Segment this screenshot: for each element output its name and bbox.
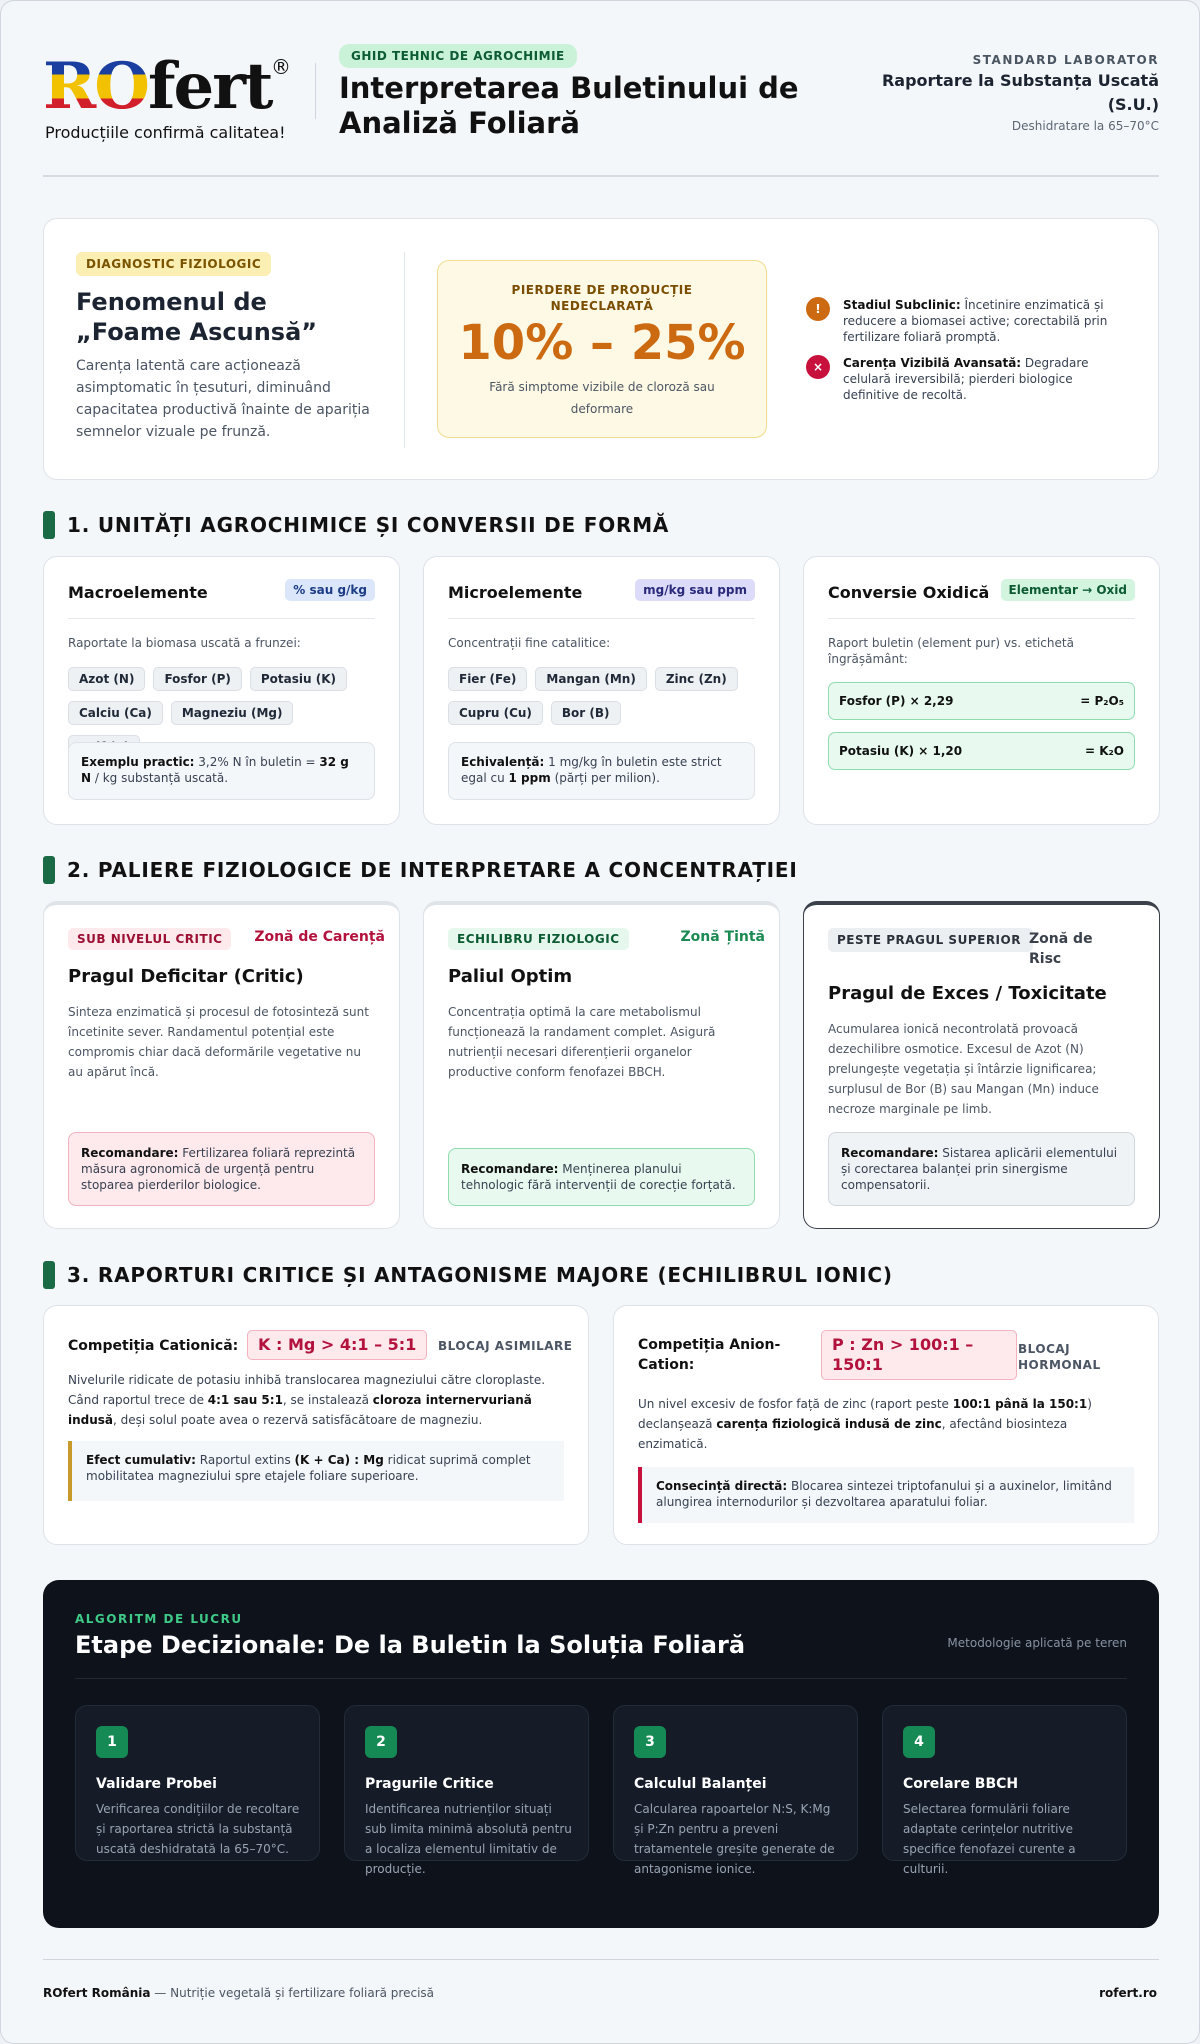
conversion-row: Potasiu (K) × 1,20 = K₂O xyxy=(828,732,1135,770)
loss-value: 10% – 25% xyxy=(458,315,746,371)
level-title: Pragul Deficitar (Critic) xyxy=(68,966,304,987)
loss-note: Fără simptome vizibile de cloroză sau deformare xyxy=(489,380,715,416)
step-title: Validare Probei xyxy=(96,1776,217,1792)
step-text: Selectarea formulării foliare adaptate cerințelor nutritive specifice fenofazei curente a culturii. xyxy=(903,1802,1076,1876)
ratio-text: Un nivel excesiv de fosfor față de zinc (raport peste 100:1 până la 150:1) declanșează carența fiziologică indusă de zinc, afectând biosinteza enzimatică. xyxy=(638,1397,1092,1451)
macro-card xyxy=(43,556,400,825)
step-card xyxy=(75,1705,320,1861)
footer-brand: ROfert România — Nutriție vegetală și fertilizare foliară precisă xyxy=(43,1986,435,2000)
macro-unit-badge: % sau g/kg xyxy=(285,579,375,601)
anion-competition-card xyxy=(613,1305,1159,1545)
warning-icon: ! xyxy=(806,297,830,321)
step-number: 3 xyxy=(634,1726,666,1758)
step-text: Calcularea rapoartelor N:S, K:Mg și P:Zn pentru a preveni tratamentele greșite generate de antagonisme ionice. xyxy=(634,1802,835,1876)
element-chip: Bor (B) xyxy=(551,701,621,725)
zone-label: Zonă de Carență xyxy=(254,929,385,945)
element-chip: Calciu (Ca) xyxy=(68,701,163,725)
production-loss-box xyxy=(437,260,767,438)
micro-card xyxy=(423,556,780,825)
element-chip: Fosfor (P) xyxy=(153,667,241,691)
standard-note: Deshidratare la 65–70°C xyxy=(1011,119,1159,133)
macro-example: Exemplu practic: 3,2% N în buletin = 32 g N / kg substanță uscată. xyxy=(68,742,375,800)
micro-example: Echivalență: 1 mg/kg în buletin este strict egal cu 1 ppm (părți per milion). xyxy=(448,742,755,800)
oxide-sub: Raport buletin (element pur) vs. etichetă îngrășământ: xyxy=(828,636,1074,666)
page-title: Interpretarea Buletinului de Analiză Foliară xyxy=(339,71,799,140)
guide-badge: GHID TEHNIC DE AGROCHIMIE xyxy=(339,44,577,68)
step-card xyxy=(882,1705,1127,1876)
oxide-card xyxy=(803,556,1160,825)
element-chip: Fier (Fe) xyxy=(448,667,527,691)
level-badge: ECHILIBRU FIZIOLOGIC xyxy=(448,928,629,950)
deficit-card xyxy=(43,901,400,1229)
element-chip: Zinc (Zn) xyxy=(655,667,738,691)
level-badge: SUB NIVELUL CRITIC xyxy=(68,928,231,950)
level-title: Pragul de Exces / Toxicitate xyxy=(828,983,1107,1004)
section-1-heading: 1. UNITĂȚI AGROCHIMICE ȘI CONVERSII DE FORMĂ xyxy=(43,511,669,539)
diagnostic-badge: DIAGNOSTIC FIZIOLOGIC xyxy=(76,252,271,276)
element-chip: Azot (N) xyxy=(68,667,145,691)
algorithm-kicker: ALGORITM DE LUCRU xyxy=(75,1612,243,1626)
micro-unit-badge: mg/kg sau ppm xyxy=(635,579,755,601)
ratio-label: Competiția Anion-Cation: xyxy=(638,1337,781,1373)
header-rule xyxy=(43,175,1159,177)
close-circle-icon: × xyxy=(806,355,830,379)
ratio-value: P : Zn > 100:1 – 150:1 xyxy=(821,1330,1017,1380)
hidden-hunger-text: Carența latentă care acționează asimptomatic în țesuturi, diminuând capacitatea productivă înainte de apariția semnelor vizuale pe frunză. xyxy=(76,358,370,440)
recommendation: Recomandare: Sistarea aplicării elementului și corectarea balanței prin sinergisme compensatorii. xyxy=(828,1132,1135,1206)
block-label: BLOCAJ ASIMILARE xyxy=(438,1339,573,1353)
step-title: Calculul Balanței xyxy=(634,1776,767,1792)
card-divider xyxy=(404,252,405,448)
algorithm-panel xyxy=(43,1580,1159,1928)
step-text: Verificarea condițiilor de recoltare și raportarea strictă la substanță uscată deshidratată la 65–70°C. xyxy=(96,1802,300,1856)
algorithm-title: Etape Decizionale: De la Buletin la Soluția Foliară xyxy=(75,1631,746,1659)
recommendation: Recomandare: Menținerea planului tehnologic fără intervenții de corecție forțată. xyxy=(448,1148,755,1206)
step-number: 2 xyxy=(365,1726,397,1758)
conversion-row: Fosfor (P) × 2,29 = P₂O₅ xyxy=(828,682,1135,720)
level-badge: PESTE PRAGUL SUPERIOR xyxy=(828,928,1033,952)
rofert-logo: ROfert ® Producțiile confirmă calitatea! xyxy=(43,49,291,142)
algorithm-meta: Metodologie aplicată pe teren xyxy=(947,1636,1127,1650)
element-chip: Cupru (Cu) xyxy=(448,701,543,725)
element-chip: Potasiu (K) xyxy=(250,667,347,691)
consequence-note: Consecință directă: Blocarea sintezei triptofanului și a auxinelor, limitând alungirea internodurilor și dezvoltarea aparatului foliar. xyxy=(638,1467,1134,1523)
ratio-label: Competiția Cationică: xyxy=(68,1338,239,1354)
stage-subclinical: ! Stadiul Subclinic: Încetinire enzimatică și reducere a biomasei active; corectabilă prin fertilizare foliară promptă. xyxy=(806,297,1126,345)
section-3-heading: 3. RAPORTURI CRITICE ȘI ANTAGONISME MAJORE (ECHILIBRUL IONIC) xyxy=(43,1261,893,1289)
step-number: 1 xyxy=(96,1726,128,1758)
oxide-badge: Elementar → Oxid xyxy=(1001,579,1135,601)
block-label: BLOCAJ HORMONAL xyxy=(1018,1342,1101,1372)
loss-label: PIERDERE DE PRODUCȚIE NEDECLARATĂ xyxy=(511,283,693,313)
step-card xyxy=(344,1705,589,1876)
header-divider xyxy=(315,63,316,119)
level-text: Sinteza enzimatică și procesul de fotosinteză sunt încetinite sever. Randamentul potențial este compromis chiar dacă deformările vegetative nu au apărut încă. xyxy=(68,1005,369,1079)
ratio-value: K : Mg > 4:1 – 5:1 xyxy=(247,1330,427,1360)
ratio-text: Nivelurile ridicate de potasiu inhibă translocarea magneziului către cloroplaste. Când raportul trece de 4:1 sau 5:1, se instalează cloroza internervuriană indusă, deși solul poate avea o rezervă satisfăcătoare de magneziu. xyxy=(68,1373,546,1427)
cation-competition-card xyxy=(43,1305,589,1545)
step-title: Corelare BBCH xyxy=(903,1776,1019,1792)
step-number: 4 xyxy=(903,1726,935,1758)
footer-rule xyxy=(43,1959,1159,1960)
lab-standard xyxy=(859,53,1159,133)
macro-sub: Raportate la biomasa uscată a frunzei: xyxy=(68,636,301,650)
header xyxy=(43,41,1159,141)
hidden-hunger-title: Fenomenul de „Foame Ascunsă” xyxy=(76,288,318,346)
oxide-title: Conversie Oxidică xyxy=(828,583,990,602)
logo-tagline: Producțiile confirmă calitatea! xyxy=(45,123,286,142)
recommendation: Recomandare: Fertilizarea foliară reprezintă măsura agronomică de urgență pentru stoparea pierderilor biologice. xyxy=(68,1132,375,1206)
micro-sub: Concentrații fine catalitice: xyxy=(448,636,611,650)
excess-card xyxy=(803,901,1160,1229)
standard-title: Raportare la Substanța Uscată (S.U.) xyxy=(881,71,1159,114)
zone-label: Zonă de Risc xyxy=(1029,931,1093,967)
registered-mark: ® xyxy=(271,55,291,79)
optimum-card xyxy=(423,901,780,1229)
step-card xyxy=(613,1705,858,1876)
effect-note: Efect cumulativ: Raportul extins (K + Ca) : Mg ridicat suprimă complet mobilitatea magneziului spre etajele foliare superioare. xyxy=(68,1441,564,1501)
element-chip: Mangan (Mn) xyxy=(535,667,646,691)
level-text: Acumularea ionică necontrolată provoacă dezechilibre osmotice. Excesul de Azot (N) prelungește vegetația și întârzie lignificarea; surplusul de Bor (B) sau Mangan (Mn) induce necroze marginale pe limb. xyxy=(828,1022,1099,1116)
hidden-hunger-card xyxy=(43,218,1159,480)
standard-label: STANDARD LABORATOR xyxy=(972,53,1159,67)
level-title: Paliul Optim xyxy=(448,966,573,987)
zone-label: Zonă Țintă xyxy=(680,929,765,945)
macro-title: Macroelemente xyxy=(68,583,208,602)
step-text: Identificarea nutrienților situați sub limita minimă absolută pentru a localiza elementul limitativ de producție. xyxy=(365,1802,572,1876)
section-2-heading: 2. PALIERE FIZIOLOGICE DE INTERPRETARE A CONCENTRAȚIEI xyxy=(43,856,798,884)
micro-chips xyxy=(448,667,761,735)
step-title: Pragurile Critice xyxy=(365,1776,494,1792)
level-text: Concentrația optimă la care metabolismul funcționează la randament complet. Asigură nutrienții necesari diferențierii organelor productive conform fenofazei BBCH. xyxy=(448,1005,716,1079)
micro-title: Microelemente xyxy=(448,583,583,602)
stage-visible: × Carența Vizibilă Avansată: Degradare celulară ireversibilă; pierderi biologice definitive de recoltă. xyxy=(806,355,1126,403)
footer-site-link[interactable]: rofert.ro xyxy=(1099,1986,1157,2000)
element-chip: Magneziu (Mg) xyxy=(171,701,294,725)
